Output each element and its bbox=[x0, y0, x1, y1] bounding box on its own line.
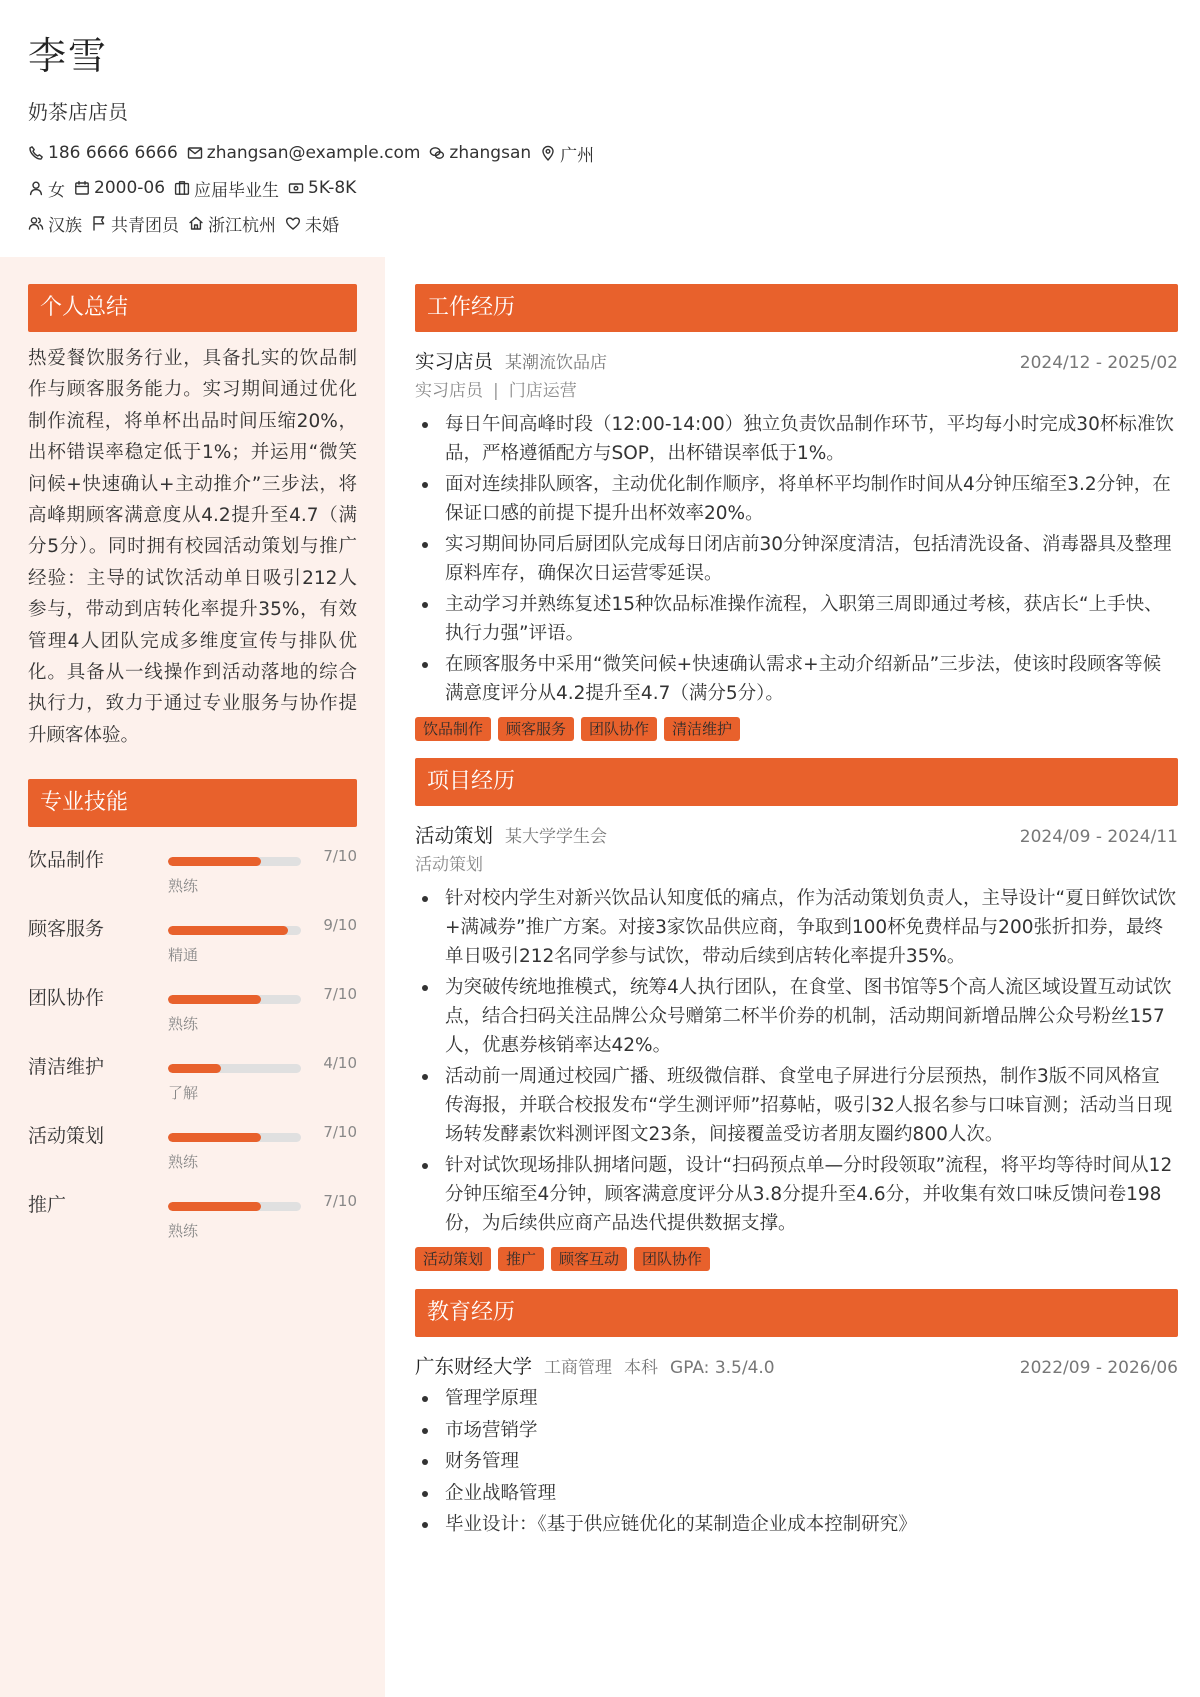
gender-text: 女 bbox=[48, 180, 65, 201]
list-item: 面对连续排队顾客，主动优化制作顺序，将单杯平均制作时间从4分钟压缩至3.2分钟，在保证口感的前提下提升出杯效率20%。 bbox=[415, 470, 1178, 528]
education-degree: 本科 bbox=[624, 1358, 659, 1378]
marital-item bbox=[285, 211, 339, 236]
education-section-title: 教育经历 bbox=[415, 1289, 1178, 1337]
job-title: 奶茶店店员 bbox=[28, 100, 128, 124]
skill-tag: 团队协作 bbox=[581, 717, 657, 741]
calendar-icon bbox=[74, 180, 90, 196]
flag-icon bbox=[91, 215, 107, 231]
skill-level: 熟练 bbox=[168, 877, 199, 896]
skill-item bbox=[28, 1111, 357, 1180]
status-text: 应届毕业生 bbox=[194, 180, 280, 201]
work-entry-header bbox=[415, 346, 1178, 374]
skill-tag: 饮品制作 bbox=[415, 717, 491, 741]
wechat-item bbox=[429, 143, 531, 163]
building-icon bbox=[174, 180, 190, 196]
personal-info-row bbox=[28, 211, 1178, 235]
skill-item bbox=[28, 835, 357, 904]
right-column bbox=[415, 284, 1178, 1542]
marital-text: 未婚 bbox=[305, 215, 339, 236]
city-text: 广州 bbox=[560, 145, 595, 166]
list-item: 在顾客服务中采用“微笑问候+快速确认需求+主动介绍新品”三步法，使该时段顾客等候满意度评分从4.2提升至4.7（满分5分）。 bbox=[415, 650, 1178, 708]
person-name: 李雪 bbox=[28, 34, 109, 78]
skill-bar-track bbox=[168, 1064, 301, 1073]
work-company: 某潮流饮品店 bbox=[505, 353, 608, 373]
school-name: 广东财经大学 bbox=[415, 1355, 533, 1378]
list-item: 实习期间协同后厨团队完成每日闭店前30分钟深度清洁，包括清洗设备、消毒器具及整理原料库存，确保次日运营零延误。 bbox=[415, 530, 1178, 588]
work-subtitle bbox=[415, 377, 1178, 405]
work-bullets bbox=[415, 410, 1178, 708]
phone-icon bbox=[28, 145, 44, 161]
work-sub-role: 实习店员 bbox=[415, 381, 483, 401]
list-item: 针对试饮现场排队拥堵问题，设计“扫码预点单—分时段领取”流程，将平均等待时间从12分钟压缩至4分钟，顾客满意度评分从3.8分提升至4.6分，并收集有效口味反馈问卷198份，为后续供应商产品迭代提供数据支撑。 bbox=[415, 1151, 1178, 1238]
email-item bbox=[187, 143, 421, 163]
hometown-item bbox=[188, 211, 276, 236]
skill-bar-fill bbox=[168, 1064, 221, 1073]
skill-name: 顾客服务 bbox=[28, 918, 105, 941]
user-icon bbox=[28, 180, 44, 196]
project-org: 某大学学生会 bbox=[505, 827, 608, 847]
skill-bar-track bbox=[168, 926, 301, 935]
list-item: 为突破传统地推模式，统筹4人执行团队，在食堂、图书馆等5个高人流区域设置互动试饮点，结合扫码关注品牌公众号赠第二杯半价券的机制，活动期间新增品牌公众号粉丝157人，优惠券核销率达42%。 bbox=[415, 973, 1178, 1060]
project-entry-header bbox=[415, 820, 1178, 848]
skill-item bbox=[28, 904, 357, 973]
work-tags bbox=[415, 717, 1178, 741]
skill-bar-track bbox=[168, 1133, 301, 1142]
wechat-text: zhangsan bbox=[449, 143, 532, 163]
skill-item bbox=[28, 973, 357, 1042]
skill-tag: 顾客服务 bbox=[498, 717, 574, 741]
skill-score: 4/10 bbox=[323, 1054, 357, 1073]
skill-name: 团队协作 bbox=[28, 987, 105, 1010]
skill-level: 了解 bbox=[168, 1084, 199, 1103]
work-section-title: 工作经历 bbox=[415, 284, 1178, 332]
skill-level: 精通 bbox=[168, 946, 199, 965]
heart-icon bbox=[285, 215, 301, 231]
list-item: 企业战略管理 bbox=[415, 1479, 1178, 1508]
skill-name: 清洁维护 bbox=[28, 1056, 105, 1079]
list-item: 毕业设计：《基于供应链优化的某制造企业成本控制研究》 bbox=[415, 1510, 1178, 1539]
skill-bar-fill bbox=[168, 995, 261, 1004]
project-subtitle: 活动策划 bbox=[415, 855, 483, 875]
salary-icon bbox=[288, 180, 304, 196]
ethnicity-item bbox=[28, 211, 82, 236]
salary-text: 5K-8K bbox=[308, 178, 357, 198]
skill-score: 7/10 bbox=[323, 847, 357, 866]
email-text: zhangsan@example.com bbox=[206, 143, 421, 163]
skill-item bbox=[28, 1180, 357, 1249]
list-item: 财务管理 bbox=[415, 1447, 1178, 1476]
skill-tag: 顾客互动 bbox=[551, 1247, 627, 1271]
skill-level: 熟练 bbox=[168, 1153, 199, 1172]
skill-tag: 推广 bbox=[498, 1247, 544, 1271]
resume-header bbox=[28, 28, 1178, 235]
skills-section-title: 专业技能 bbox=[28, 779, 357, 827]
skill-score: 7/10 bbox=[323, 1123, 357, 1142]
skill-score: 7/10 bbox=[323, 1192, 357, 1211]
list-item: 针对校内学生对新兴饮品认知度低的痛点，作为活动策划负责人，主导设计“夏日鲜饮试饮+满减券”推广方案。对接3家饮品供应商，争取到100杯免费样品与200张折扣券，最终单日吸引212名同学参与试饮，带动后续到店转化率提升35%。 bbox=[415, 884, 1178, 971]
work-date: 2024/12 - 2025/02 bbox=[1019, 353, 1178, 373]
project-tags bbox=[415, 1247, 1178, 1271]
skill-name: 推广 bbox=[28, 1194, 67, 1217]
skill-score: 7/10 bbox=[323, 985, 357, 1004]
phone-item bbox=[28, 143, 178, 163]
list-item: 市场营销学 bbox=[415, 1416, 1178, 1445]
project-section-title: 项目经历 bbox=[415, 758, 1178, 806]
education-date: 2022/09 - 2026/06 bbox=[1019, 1358, 1178, 1378]
list-item: 主动学习并熟练复述15种饮品标准操作流程，入职第三周即通过考核，获店长“上手快、执行力强”评语。 bbox=[415, 590, 1178, 648]
list-item: 每日午间高峰时段（12:00-14:00）独立负责饮品制作环节，平均每小时完成30杯标准饮品，严格遵循配方与SOP，出杯错误率低于1%。 bbox=[415, 410, 1178, 468]
wechat-icon bbox=[429, 145, 445, 161]
home-icon bbox=[188, 215, 204, 231]
mail-icon bbox=[187, 145, 203, 161]
skill-level: 熟练 bbox=[168, 1015, 199, 1034]
birth-item bbox=[74, 178, 165, 198]
salary-item bbox=[288, 178, 356, 198]
skill-name: 饮品制作 bbox=[28, 849, 105, 872]
skill-bar-track bbox=[168, 995, 301, 1004]
city-item bbox=[540, 141, 594, 166]
contact-row bbox=[28, 141, 1178, 165]
skill-bar-fill bbox=[168, 1202, 261, 1211]
skill-tag: 活动策划 bbox=[415, 1247, 491, 1271]
work-position: 实习店员 bbox=[415, 350, 494, 373]
phone-text: 186 6666 6666 bbox=[48, 143, 178, 163]
summary-section-title: 个人总结 bbox=[28, 284, 357, 332]
skill-bar-fill bbox=[168, 1133, 261, 1142]
political-text: 共青团员 bbox=[111, 215, 179, 236]
skill-bar-track bbox=[168, 857, 301, 866]
skill-tag: 清洁维护 bbox=[664, 717, 740, 741]
left-column bbox=[28, 284, 357, 1249]
skill-bar-fill bbox=[168, 926, 288, 935]
skills-list bbox=[28, 835, 357, 1249]
list-item: 管理学原理 bbox=[415, 1384, 1178, 1413]
project-name: 活动策划 bbox=[415, 824, 494, 847]
work-sub-separator: | bbox=[493, 381, 499, 401]
political-item bbox=[91, 211, 179, 236]
skill-name: 活动策划 bbox=[28, 1125, 105, 1148]
work-sub-dept: 门店运营 bbox=[508, 381, 577, 401]
education-gpa: GPA: 3.5/4.0 bbox=[670, 1358, 775, 1378]
skill-score: 9/10 bbox=[323, 916, 357, 935]
list-item: 活动前一周通过校园广播、班级微信群、食堂电子屏进行分层预热，制作3版不同风格宣传海报，并联合校报发布“学生测评师”招募帖，吸引32人报名参与口味盲测；活动当日现场转发酵素饮料测评图文23条，间接覆盖受访者朋友圈约800人次。 bbox=[415, 1062, 1178, 1149]
education-entry-header bbox=[415, 1351, 1178, 1379]
summary-text: 热爱餐饮服务行业，具备扎实的饮品制作与顾客服务能力。实习期间通过优化制作流程，将单杯出品时间压缩20%，出杯错误率稳定低于1%；并运用“微笑问候+快速确认+主动推介”三步法，将高峰期顾客满意度从4.2提升至4.7（满分5分）。同时拥有校园活动策划与推广经验：主导的试饮活动单日吸引212人参与，带动到店转化率提升35%，有效管理4人团队完成多维度宣传与排队优化。具备从一线操作到活动落地的综合执行力，致力于通过专业服务与协作提升顾客体验。 bbox=[28, 348, 357, 746]
skill-level: 熟练 bbox=[168, 1222, 199, 1241]
education-major: 工商管理 bbox=[544, 1358, 613, 1378]
basic-info-row bbox=[28, 176, 1178, 200]
skill-item bbox=[28, 1042, 357, 1111]
course-list bbox=[415, 1384, 1178, 1539]
project-date: 2024/09 - 2024/11 bbox=[1019, 827, 1178, 847]
ethnicity-icon bbox=[28, 215, 44, 231]
project-bullets bbox=[415, 884, 1178, 1238]
hometown-text: 浙江杭州 bbox=[208, 215, 276, 236]
skill-tag: 团队协作 bbox=[634, 1247, 710, 1271]
birth-text: 2000-06 bbox=[94, 178, 166, 198]
ethnicity-text: 汉族 bbox=[48, 215, 82, 236]
gender-item bbox=[28, 176, 65, 201]
status-item bbox=[174, 176, 279, 201]
skill-bar-track bbox=[168, 1202, 301, 1211]
skill-bar-fill bbox=[168, 857, 261, 866]
location-icon bbox=[540, 145, 556, 161]
